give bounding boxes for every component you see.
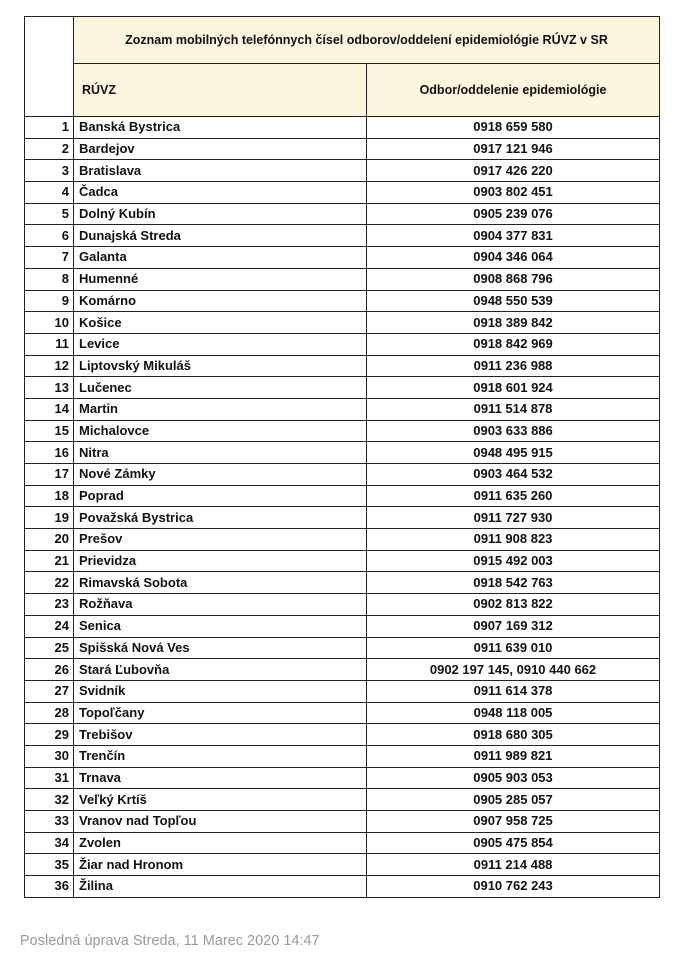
ruvz-name: Levice <box>74 333 367 355</box>
table-row <box>25 182 660 204</box>
table-row <box>25 203 660 225</box>
table-row <box>25 529 660 551</box>
row-number: 29 <box>25 724 74 746</box>
ruvz-name: Dunajská Streda <box>74 225 367 247</box>
phone-number: 0948 495 915 <box>367 442 660 464</box>
row-number: 30 <box>25 745 74 767</box>
phone-number: 0910 762 243 <box>367 876 660 898</box>
row-number: 14 <box>25 398 74 420</box>
phone-number: 0902 197 145, 0910 440 662 <box>367 659 660 681</box>
ruvz-name: Stará Ľubovňa <box>74 659 367 681</box>
table-row <box>25 117 660 139</box>
table-row <box>25 594 660 616</box>
table-row <box>25 724 660 746</box>
phone-number: 0911 236 988 <box>367 355 660 377</box>
row-number: 10 <box>25 312 74 334</box>
row-number: 3 <box>25 160 74 182</box>
ruvz-name: Svidník <box>74 680 367 702</box>
row-number: 21 <box>25 550 74 572</box>
phone-number: 0903 633 886 <box>367 420 660 442</box>
row-number: 20 <box>25 529 74 551</box>
row-number: 36 <box>25 876 74 898</box>
ruvz-name: Vranov nad Topľou <box>74 811 367 833</box>
ruvz-name: Senica <box>74 615 367 637</box>
table-row <box>25 268 660 290</box>
table-row <box>25 225 660 247</box>
ruvz-name: Trenčín <box>74 745 367 767</box>
row-number: 25 <box>25 637 74 659</box>
row-number: 17 <box>25 464 74 486</box>
row-number: 22 <box>25 572 74 594</box>
phone-number: 0917 426 220 <box>367 160 660 182</box>
contacts-table <box>24 16 660 898</box>
phone-number: 0905 285 057 <box>367 789 660 811</box>
phone-number: 0918 389 842 <box>367 312 660 334</box>
ruvz-name: Bratislava <box>74 160 367 182</box>
ruvz-name: Žilina <box>74 876 367 898</box>
ruvz-name: Topoľčany <box>74 702 367 724</box>
header-row <box>25 64 660 117</box>
row-number: 31 <box>25 767 74 789</box>
row-number: 1 <box>25 117 74 139</box>
phone-number: 0911 727 930 <box>367 507 660 529</box>
row-number: 2 <box>25 138 74 160</box>
last-modified-note: Posledná úprava Streda, 11 Marec 2020 14:47 <box>20 933 320 949</box>
phone-number: 0911 908 823 <box>367 529 660 551</box>
table-row <box>25 745 660 767</box>
row-number: 32 <box>25 789 74 811</box>
ruvz-name: Čadca <box>74 182 367 204</box>
ruvz-name: Komárno <box>74 290 367 312</box>
phone-number: 0918 680 305 <box>367 724 660 746</box>
ruvz-name: Rožňava <box>74 594 367 616</box>
table-row <box>25 290 660 312</box>
table-row <box>25 507 660 529</box>
ruvz-name: Dolný Kubín <box>74 203 367 225</box>
column-header-ruvz: RÚVZ <box>74 64 367 117</box>
ruvz-name: Považská Bystrica <box>74 507 367 529</box>
ruvz-name: Humenné <box>74 268 367 290</box>
phone-number: 0902 813 822 <box>367 594 660 616</box>
phone-number: 0948 118 005 <box>367 702 660 724</box>
ruvz-name: Zvolen <box>74 832 367 854</box>
row-number: 34 <box>25 832 74 854</box>
ruvz-name: Žiar nad Hronom <box>74 854 367 876</box>
phone-number: 0908 868 796 <box>367 268 660 290</box>
phone-number: 0918 542 763 <box>367 572 660 594</box>
row-number: 18 <box>25 485 74 507</box>
phone-number: 0918 659 580 <box>367 117 660 139</box>
table-row <box>25 485 660 507</box>
corner-cell <box>25 17 74 117</box>
row-number: 11 <box>25 333 74 355</box>
ruvz-name: Poprad <box>74 485 367 507</box>
ruvz-name: Banská Bystrica <box>74 117 367 139</box>
ruvz-name: Martin <box>74 398 367 420</box>
table-row <box>25 572 660 594</box>
table-row <box>25 811 660 833</box>
ruvz-name: Rimavská Sobota <box>74 572 367 594</box>
phone-number: 0903 802 451 <box>367 182 660 204</box>
table-row <box>25 333 660 355</box>
table-row <box>25 702 660 724</box>
ruvz-name: Trnava <box>74 767 367 789</box>
ruvz-name: Prešov <box>74 529 367 551</box>
ruvz-name: Veľký Krtíš <box>74 789 367 811</box>
phone-number: 0911 614 378 <box>367 680 660 702</box>
table-row <box>25 767 660 789</box>
phone-number: 0904 377 831 <box>367 225 660 247</box>
table-body <box>25 117 660 898</box>
ruvz-name: Bardejov <box>74 138 367 160</box>
row-number: 24 <box>25 615 74 637</box>
table-row <box>25 138 660 160</box>
phone-number: 0917 121 946 <box>367 138 660 160</box>
row-number: 4 <box>25 182 74 204</box>
ruvz-name: Nitra <box>74 442 367 464</box>
row-number: 27 <box>25 680 74 702</box>
phone-number: 0907 958 725 <box>367 811 660 833</box>
table-title: Zoznam mobilných telefónnych čísel odborov/oddelení epidemiológie RÚVZ v SR <box>74 17 660 64</box>
table-row <box>25 247 660 269</box>
ruvz-name: Spišská Nová Ves <box>74 637 367 659</box>
ruvz-name: Lučenec <box>74 377 367 399</box>
row-number: 19 <box>25 507 74 529</box>
row-number: 33 <box>25 811 74 833</box>
phone-number: 0905 239 076 <box>367 203 660 225</box>
phone-number: 0911 635 260 <box>367 485 660 507</box>
row-number: 28 <box>25 702 74 724</box>
phone-number: 0918 842 969 <box>367 333 660 355</box>
table-row <box>25 464 660 486</box>
row-number: 15 <box>25 420 74 442</box>
phone-number: 0905 903 053 <box>367 767 660 789</box>
row-number: 26 <box>25 659 74 681</box>
table-row <box>25 680 660 702</box>
row-number: 6 <box>25 225 74 247</box>
ruvz-name: Michalovce <box>74 420 367 442</box>
table-row <box>25 876 660 898</box>
ruvz-name: Trebišov <box>74 724 367 746</box>
row-number: 35 <box>25 854 74 876</box>
phone-number: 0911 214 488 <box>367 854 660 876</box>
table-row <box>25 789 660 811</box>
ruvz-name: Liptovský Mikuláš <box>74 355 367 377</box>
phone-number: 0911 989 821 <box>367 745 660 767</box>
table-row <box>25 355 660 377</box>
table-row <box>25 377 660 399</box>
phone-number: 0915 492 003 <box>367 550 660 572</box>
table-row <box>25 615 660 637</box>
table-row <box>25 550 660 572</box>
phone-number: 0904 346 064 <box>367 247 660 269</box>
ruvz-name: Košice <box>74 312 367 334</box>
table-row <box>25 420 660 442</box>
row-number: 12 <box>25 355 74 377</box>
phone-number: 0907 169 312 <box>367 615 660 637</box>
table-row <box>25 659 660 681</box>
row-number: 9 <box>25 290 74 312</box>
phone-number: 0911 514 878 <box>367 398 660 420</box>
column-header-odbor: Odbor/oddelenie epidemiológie <box>367 64 660 117</box>
table-row <box>25 160 660 182</box>
row-number: 5 <box>25 203 74 225</box>
row-number: 13 <box>25 377 74 399</box>
row-number: 7 <box>25 247 74 269</box>
phone-number: 0911 639 010 <box>367 637 660 659</box>
table-row <box>25 854 660 876</box>
table-row <box>25 442 660 464</box>
phone-number: 0905 475 854 <box>367 832 660 854</box>
table-row <box>25 398 660 420</box>
row-number: 23 <box>25 594 74 616</box>
ruvz-name: Nové Zámky <box>74 464 367 486</box>
row-number: 8 <box>25 268 74 290</box>
phone-number: 0918 601 924 <box>367 377 660 399</box>
title-row <box>25 17 660 64</box>
phone-number: 0948 550 539 <box>367 290 660 312</box>
row-number: 16 <box>25 442 74 464</box>
phone-number: 0903 464 532 <box>367 464 660 486</box>
table-row <box>25 832 660 854</box>
table-row <box>25 312 660 334</box>
ruvz-name: Galanta <box>74 247 367 269</box>
table-row <box>25 637 660 659</box>
ruvz-name: Prievidza <box>74 550 367 572</box>
